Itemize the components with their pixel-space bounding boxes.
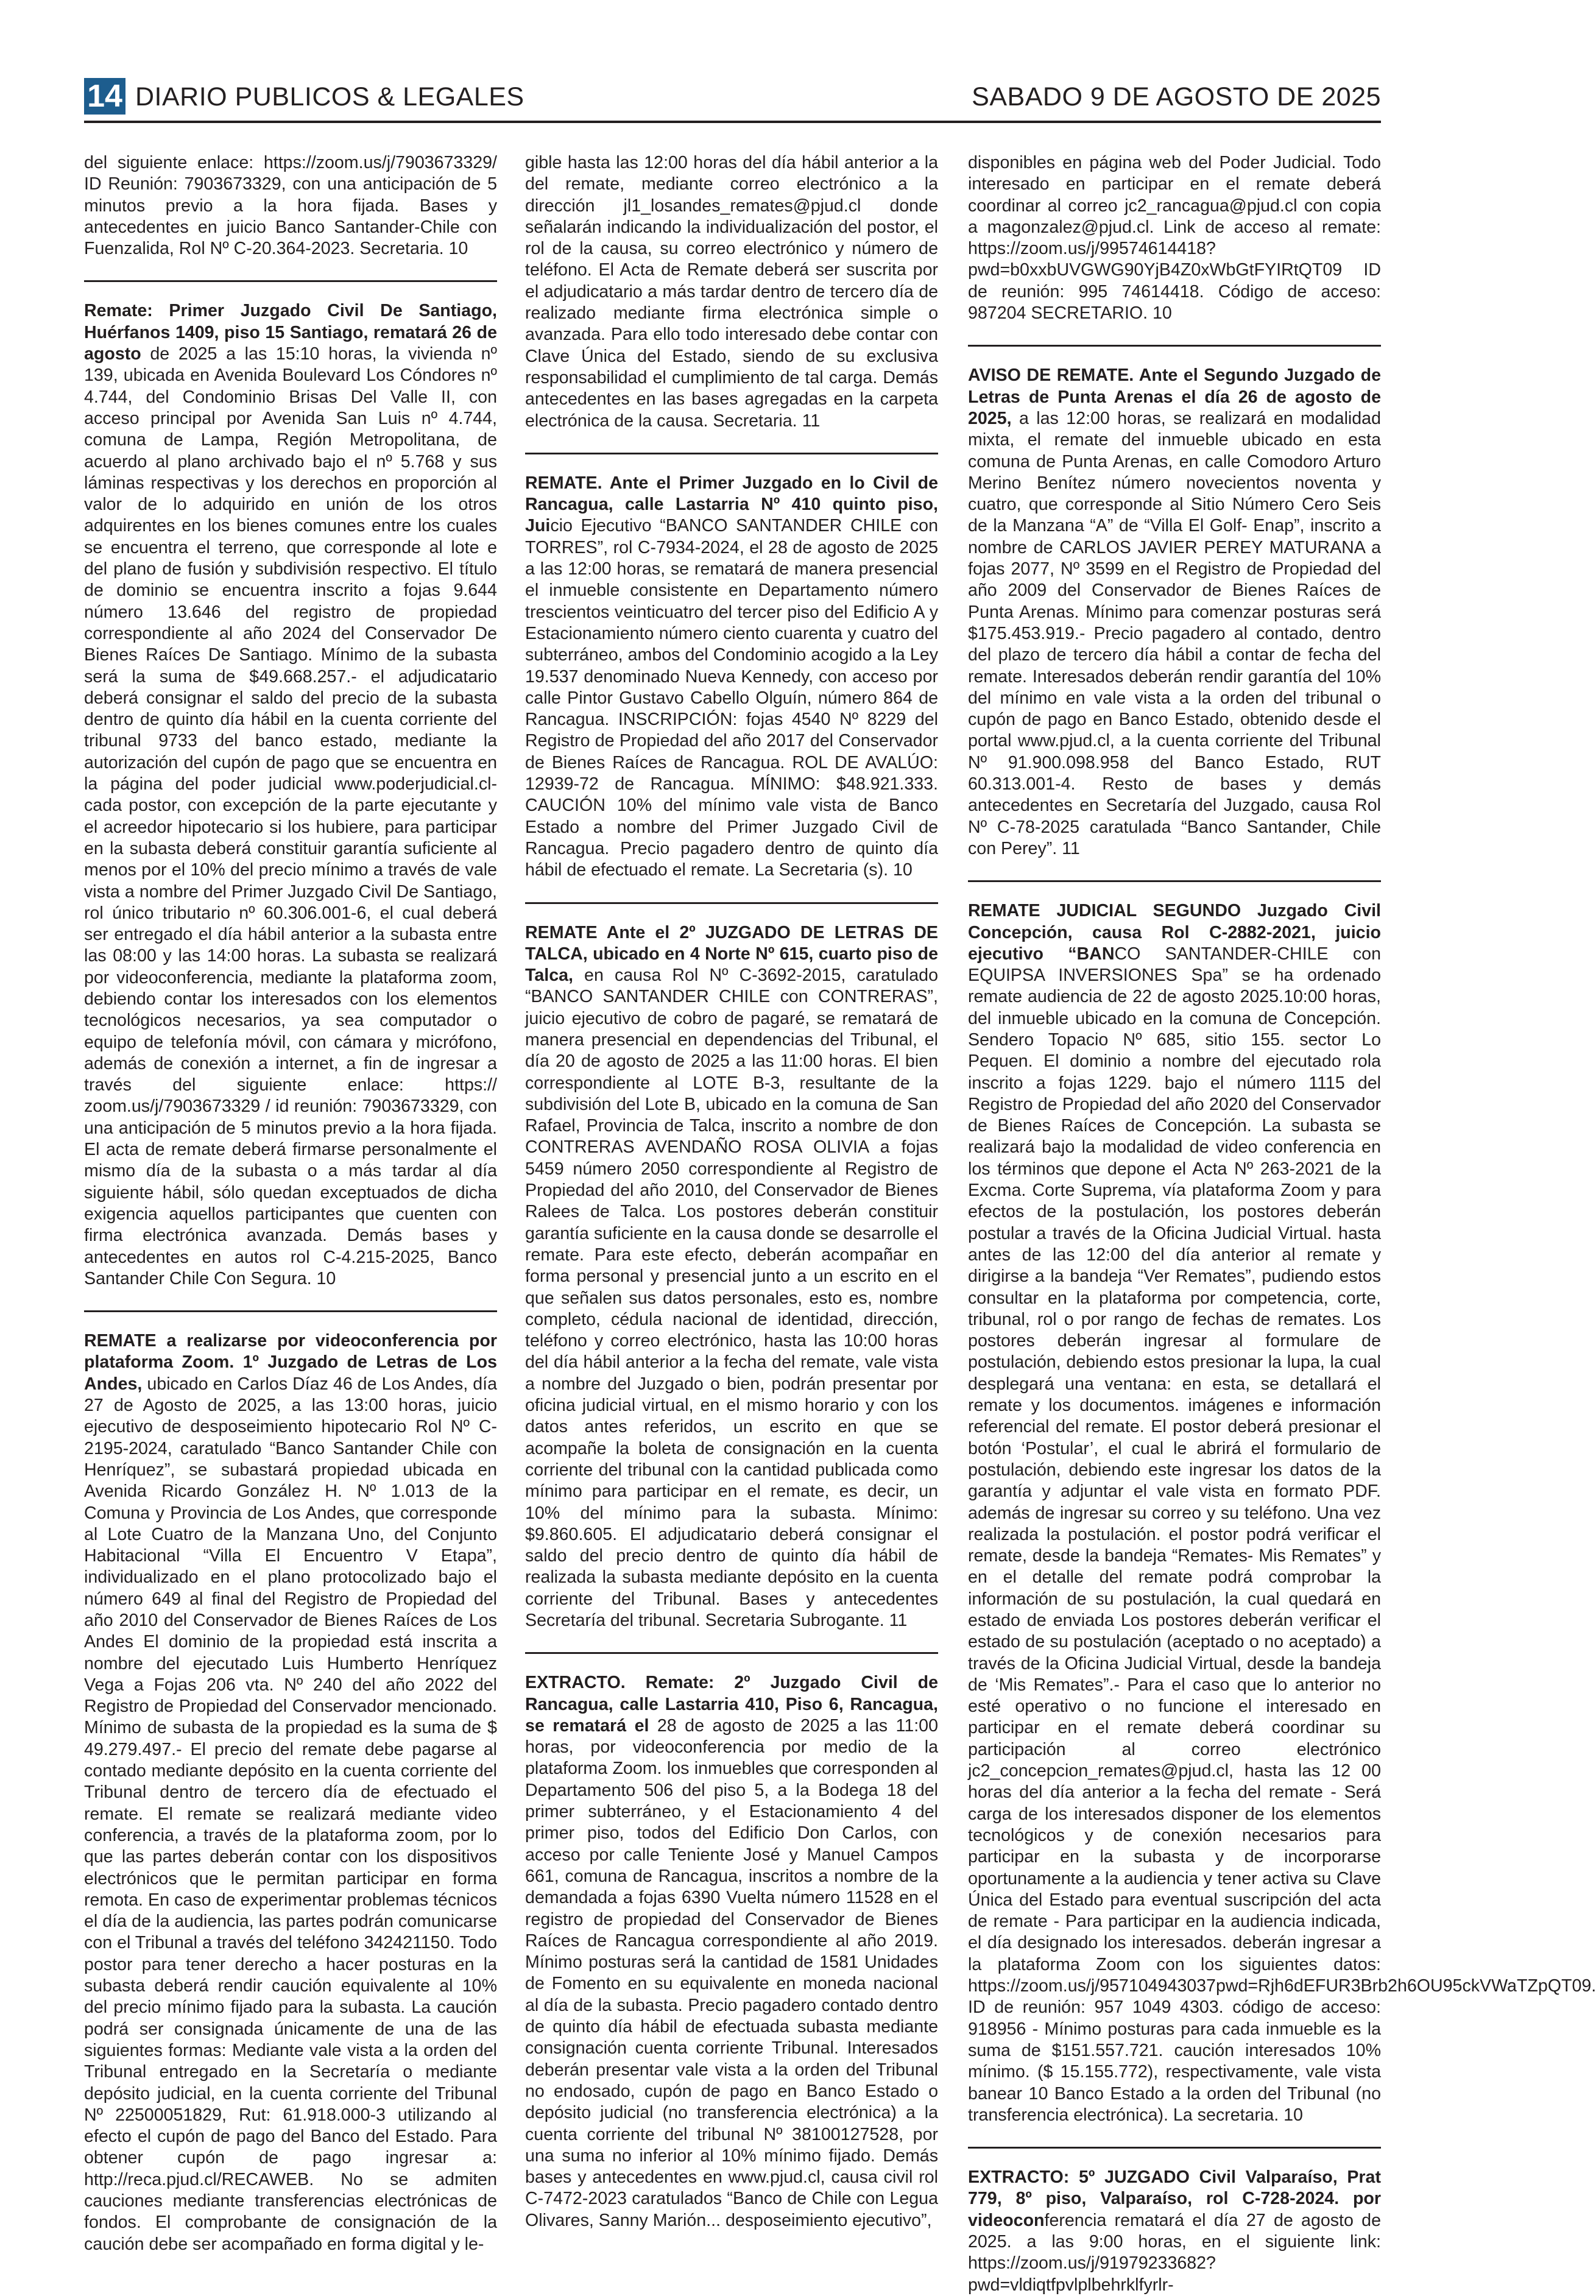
notice-body: gible hasta las 12:00 horas del día hábil anterior a la del remate, mediante correo electrónico a la dirección jl1_losandes_remates@pjud.cl donde señalarán indicando la individualización del postor, el rol de la causa, su correo electrónico y número de teléfono. El Acta de Remate deberá ser suscrita por el adjudicatario a más tardar dentro de tercero día de realizado mediante firma electrónica simple o avanzada. Para ello todo interesado debe contar con Clave Única del Estado, siendo de su exclusiva responsabilidad el cumplimiento de tal carga. Demás antecedentes en las bases agregadas en la carpeta electrónica de la causa. Secretaria. 11 <box>525 153 938 431</box>
notice <box>84 152 497 260</box>
notice <box>968 345 1381 860</box>
notice-heading: EXTRACTO: 5º JUZGADO Civil Valparaíso, Prat 779, 8º piso, Valparaíso, rol C-728-2024. por videocon <box>968 2167 1381 2230</box>
notice-body: a las 12:00 horas, se realizará en modalidad mixta, el remate del inmueble ubicado en esta comuna de Punta Arenas, en calle Comodoro Arturo Merino Benítez número novecientos noventa y cuatro, que corresponde al Sitio Número Cero Seis de la Manzana “A” de “Villa El Golf- Enap”, inscrito a nombre de CARLOS JAVIER PEREY MATURANA a fojas 2077, Nº 3599 en el Registro de Propiedad del año 2009 del Conservador de Bienes Raíces de Punta Arenas. Mínimo para comenzar posturas será $175.453.919.- Precio pagadero al contado, dentro del plazo de tercero día hábil a contar de fecha del remate. Interesados deberán rendir garantía del 10% del mínimo en vale vista a la orden del tribunal o cupón de pago en Banco Estado, obtenido desde el portal www.pjud.cl, a la cuenta corriente del Tribunal Nº 91.900.098.958 del Banco Estado, RUT 60.313.001-4. Resto de bases y demás antecedentes en Secretaría del Juzgado, causa Rol Nº C-78-2025 caratulada “Banco Santander, Chile con Perey”. 11 <box>968 408 1381 858</box>
notice-body: en causa Rol Nº C-3692-2015, caratulado “BANCO SANTANDER CHILE con CONTRERAS”, juicio ejecutivo de cobro de pagaré, se rematará de manera presencial en dependencias del Tribunal, el día 20 de agosto de 2025 a las 11:00 horas. El bien correspondiente al LOTE B-3, resultante de la subdivisión del Lote B, ubicado en la comuna de San Rafael, Provincia de Talca, inscrito a nombre de don CONTRERAS AVENDAÑO ROSA OLIVIA a fojas 5459 número 2050 correspondiente al Registro de Propiedad del año 2010, del Conservador de Bienes Ralees de Talca. Los postores deberán constituir garantía suficiente en la causa donde se desarrolle el remate. Para este efecto, deberán acompañar en forma personal y presencial junto a un escrito en el que señalen sus datos personales, esto es, nombre completo, cédula nacional de identidad, dirección, teléfono y correo electrónico, hasta las 10:00 horas del día hábil anterior a la fecha del remate, vale vista a nombre del Juzgado o bien, podrán presentar por oficina judicial virtual, en el mismo horario y con los datos antes referidos, un escrito en que se acompañe la boleta de consignación en la cuenta corriente del tribunal con la cantidad publicada como mínimo para participar en el remate, es decir, un 10% del mínimo para la subasta. Mínimo: $9.860.605. El adjudicatario deberá consignar el saldo del precio dentro de quinto día hábil de realizada la subasta mediante depósito en la cuenta corriente del Tribunal. Bases y antecedentes Secretaría del tribunal. Secretaria Subrogante. 11 <box>525 966 938 1630</box>
notice <box>968 152 1381 324</box>
issue-date: SABADO 9 DE AGOSTO DE 2025 <box>972 82 1381 111</box>
notice-body: de 2025 a las 15:10 horas, la vivienda nº 139, ubicada en Avenida Boulevard Los Cóndores nº 4.744, del Condominio Brisas Del Valle II, con acceso principal por Avenida San Luis nº 4.744, comuna de Lampa, Región Metropolitana, de acuerdo al plano archivado bajo el nº 5.768 y sus láminas respectivas y los derechos en proporción al valor de lo adquirido en unión de los otros adquirentes en los bienes comunes entre los cuales se encuentra el terreno, que corresponde al lote e del plano de fusión y subdivisión respectivo. El título de dominio se encuentra inscrito a fojas 9.644 número 13.646 del registro de propiedad correspondiente al año 2024 del Conservador De Bienes Raíces De Santiago. Mínimo de la subasta será la suma de $49.668.257.- el adjudicatario deberá consignar el saldo del precio de la subasta dentro de quinto día hábil en la cuenta corriente del tribunal 9733 del banco estado, mediante la autorización del cupón de pago que se encuentra en la página del poder judicial www.poderjudicial.cl- cada postor, con excepción de la parte ejecutante y el acreedor hipotecario si los hubiere, para participar en la subasta deberá constituir garantía suficiente al menos por el 10% del precio mínimo a través de vale vista a nombre del Primer Juzgado Civil De Santiago, rol único tributario nº 60.306.001-6, el cual deberá ser entregado el día hábil anterior a la subasta entre las 08:00 y las 14:00 horas. La subasta se realizará por videoconferencia, mediante la plataforma zoom, debiendo contar los interesados con los elementos tecnológicos necesarios, ya sea computador o equipo de telefonía móvil, con cámara y micrófono, además de conexión a internet, a fin de ingresar a través del siguiente enlace: https:// zoom.us/j/7903673329 / id reunión: 7903673329, con una anticipación de 5 minutos previo a la hora fijada. El acta de remate deberá firmarse personalmente el mismo día de la subasta o a más tardar al día siguiente hábil, sólo quedan exceptuados de dicha exigencia aquellos participantes que cuenten con firma electrónica avanzada. Demás bases y antecedentes en autos rol C-4.215-2025, Banco Santander Chile Con Segura. 10 <box>84 344 497 1288</box>
notice <box>525 453 938 881</box>
notice-body: CO SANTANDER-CHILE con EQUIPSA INVERSIONES Spa” se ha ordenado remate audiencia de 22 de agosto 2025.10:00 horas, del inmueble ubicado en la comuna de Concepción. Sendero Topacio Nº 685, sitio 155. sector Lo Pequen. El dominio a nombre del ejecutado rola inscrito a fojas 1229. bajo el número 1115 del Registro de Propiedad del año 2020 del Conservador de Bienes Raíces de Concepción. La subasta se realizará bajo la modalidad de video conferencia en los términos que depone el Acta Nº 263-2021 de la Excma. Corte Suprema, vía plataforma Zoom y para efectos de la postulación, los postores deberán postular a través de la Oficina Judicial Virtual. hasta antes de las 12:00 del día anterior al remate y dirigirse a la bandeja “Ver Remates”, pudiendo estos consultar en la plataforma por competencia, corte, tribunal, rol o por rango de fechas de remates. Los postores deberán ingresar al formulare de postulación, debiendo estos presionar la lupa, la cual desplegará una ventana: en esta, se detallará el remate y los documentos. imágenes e información referencial del remate. El postor deberá presionar el botón ‘Postular’, el cual le abrirá el formulario de postulación, debiendo este ingresar los datos de la garantía y adjuntar el vale vista en formato PDF. además de ingresar su correo y su teléfono. Una vez realizada la postulación. el postor podrá verificar el remate, desde la bandeja “Remates- Mis Remates” y en el detalle del remate podrá comprobar la información de su postulación, la cual quedará en estado de enviada Los postores deberán verificar el estado de su postulación (aceptado o no aceptado) a través de la Oficina Judicial Virtual, desde la bandeja de ‘Mis Remates”.- Para el caso que lo anterior no esté operativo o no funcione el interesado en participar en el remate deberá coordinar su participación al correo electrónico jc2_concepcion_remates@pjud.cl, hasta las 12 00 horas del día anterior a la fecha del remate - Será carga de los interesados disponer de los elementos tecnológicos y de conexión necesarios para participar en la subasta y de incorporarse oportunamente a la audiencia y tener activa su Clave Única del Estado para eventual suscripción del acta de remate - Para participar en la audiencia indicada, el día designado los interesados. deberán ingresar a la plataforma Zoom con los siguientes datos: https://zoom.us/j/957104943037pwd=Rjh6dEFUR3Brb2h6OU95ckVWaTZpQT09. ID de reunión: 957 1049 4303. código de acceso: 918956 - Mínimo posturas para cada inmueble es la suma de $151.557.721. caución interesados 10% mínimo. ($ 15.155.772), respectivamente, vale vista banear 10 Banco Estado a la orden del Tribunal (no transferencia electrónica). La secretaria. 10 <box>968 944 1596 2125</box>
notice <box>968 2147 1381 2296</box>
notice-heading: REMATE Ante el 2º JUZGADO DE LETRAS DE TALCA, ubicado en 4 Norte Nº 615, cuarto piso de Talca, <box>525 922 938 986</box>
notice <box>525 1652 938 2231</box>
header-rule <box>84 121 1381 123</box>
notice-body: 28 de agosto de 2025 a las 11:00 horas, por videoconferencia por medio de la plataforma Zoom. los inmuebles que corresponden al Departamento 506 del piso 5, a la Bodega 18 del primer subterráneo, y el Estacionamiento 4 del primer piso, todos del Edificio Don Carlos, con acceso por calle Teniente José y Manuel Campos 661, comuna de Rancagua, inscritos a nombre de la demandada a fojas 6390 Vuelta número 11528 en el registro de propiedad del Conservador de Bienes Raíces de Rancagua correspondiente al año 2019. Mínimo posturas será la cantidad de 1581 Unidades de Fomento en su equivalente en moneda nacional al día de la subasta. Precio pagadero contado dentro de quinto día hábil de efectuada subasta mediante consignación cuenta corriente Tribunal. Interesados deberán presentar vale vista a la orden del Tribunal no endosado, cupón de pago en Banco Estado o depósito judicial (no transferencia electrónica) a la cuenta corriente del tribunal Nº 38100127528, por una suma no inferior al 10% mínimo fijado. Demás bases y antecedentes en www.pjud.cl, causa civil rol C-7472-2023 caratulados “Banco de Chile con Legua Olivares, Sanny Marión... desposeimiento ejecutivo”, <box>525 1715 938 2230</box>
notice <box>84 1310 497 2255</box>
notice-heading: REMATE a realizarse por videoconferencia por plataforma Zoom. 1º Juzgado de Letras de Los Andes, <box>84 1331 497 1394</box>
notice-body: cio Ejecutivo “BANCO SANTANDER CHILE con TORRES”, rol C-7934-2024, el 28 de agosto de 2025 a las 12:00 horas, se rematará de manera presencial el inmueble consistente en Departamento número trescientos veinticuatro del tercer piso del Edificio A y Estacionamiento número ciento cuarenta y cuatro del subterráneo, ambos del Condominio acogido a la Ley 19.537 denominado Nueva Kennedy, con acceso por calle Pintor Gustavo Cabello Olguín, número 864 de Rancagua. INSCRIPCIÓN: fojas 4540 Nº 8229 del Registro de Propiedad del año 2017 del Conservador de Bienes Raíces de Rancagua. ROL DE AVALÚO: 12939-72 de Rancagua. MÍNIMO: $48.921.333. CAUCIÓN 10% del mínimo vale vista de Banco Estado a nombre del Primer Juzgado Civil de Rancagua. Precio pagadero dentro de quinto día hábil de efectuado el remate. La Secretaria (s). 10 <box>525 516 938 880</box>
page-number: 14 <box>84 78 125 115</box>
notice-heading: REMATE JUDICIAL SEGUNDO Juzgado Civil Concepción, causa Rol C-2882-2021, juicio ejecutivo “BAN <box>968 901 1381 964</box>
notice <box>968 880 1596 2126</box>
notice-body: ferencia rematará el día 27 de agosto de 2025. a las 9:00 horas, en el siguiente link: https://zoom.us/j/91979233682?pwd=vldiqtfpvlplbehrklfyrlr- <box>968 2210 1381 2295</box>
notice <box>84 280 497 1290</box>
notice-heading: REMATE. Ante el Primer Juzgado en lo Civil de Rancagua, calle Lastarria Nº 410 quinto piso, Jui <box>525 473 938 536</box>
notice-heading: Remate: Primer Juzgado Civil De Santiago, Huérfanos 1409, piso 15 Santiago, rematará 26 de agosto <box>84 301 497 364</box>
notice-body: del siguiente enlace: https://zoom.us/j/7903673329/ ID Reunión: 7903673329, con una anticipación de 5 minutos previo a la hora fijada. Bases y antecedentes en juicio Banco Santander-Chile con Fuenzalida, Rol Nº C-20.364-2023. Secretaria. 10 <box>84 153 497 259</box>
notice <box>525 152 938 432</box>
notice-heading: EXTRACTO. Remate: 2º Juzgado Civil de Rancagua, calle Lastarria 410, Piso 6, Rancagua, se rematará el <box>525 1673 938 1736</box>
notice-body: ubicado en Carlos Díaz 46 de Los Andes, día 27 de Agosto de 2025, a las 13:00 horas, juicio ejecutivo de desposeimiento hipotecario Rol Nº C-2195-2024, caratulado “Banco Santander Chile con Henríquez”, se subastará propiedad ubicada en Avenida Ricardo González H. Nº 1.013 de la Comuna y Provincia de Los Andes, que corresponde al Lote Cuatro de la Manzana Uno, del Conjunto Habitacional “Villa El Encuentro V Etapa”, individualizado en el plano protocolizado bajo el número 649 al final del Registro de Propiedad del año 2010 del Conservador de Bienes Raíces de Los Andes El dominio de la propiedad está inscrita a nombre del ejecutado Luis Humberto Henríquez Vega a Fojas 206 vta. Nº 240 del año 2022 del Registro de Propiedad del Conservador mencionado. Mínimo de subasta de la propiedad es la suma de $ 49.279.497.- El precio del remate debe pagarse al contado mediante depósito en la cuenta corriente del Tribunal dentro de tercero día de efectuado el remate. El remate se realizará mediante video conferencia, a través de la plataforma zoom, por lo que las partes deberán contar con los dispositivos electrónicos que le permitan participar en forma remota. En caso de experimentar problemas técnicos el día de la audiencia, las partes podrán comunicarse con el Tribunal a través del teléfono 342421150. Todo postor para tener derecho a hacer posturas en la subasta deberá rendir caución equivalente al 10% del precio mínimo fijado para la subasta. La caución podrá ser consignada únicamente de una de las siguientes formas: Mediante vale vista a la orden del Tribunal entregado en la Secretaría o mediante depósito judicial, en la cuenta corriente del Tribunal Nº 22500051829, Rut: 61.918.000-3 utilizando al efecto el cupón de pago del Banco del Estado. Para obtener cupón de pago ingresar a: http://reca.pjud.cl/RECAWEB. No se admiten cauciones mediante transferencias electrónicas de fondos. El comprobante de consignación de la caución debe ser acompañado en forma digital y le- <box>84 1374 497 2254</box>
notice-body: disponibles en página web del Poder Judicial. Todo interesado en participar en el remate deberá coordinar al correo jc2_rancagua@pjud.cl con copia a magonzalez@pjud.cl. Link de acceso al remate: https://zoom.us/j/99574614418?pwd=b0xxbUVGWG90YjB4Z0xWbGtFYIRtQT09 ID de reunión: 995 74614418. Código de acceso: 987204 SECRETARIO. 10 <box>968 153 1381 323</box>
publication-title: DIARIO PUBLICOS & LEGALES <box>135 82 524 111</box>
notice-heading: AVISO DE REMATE. Ante el Segundo Juzgado de Letras de Punta Arenas el día 26 de agosto de 2025, <box>968 366 1381 428</box>
column-3 <box>968 152 1596 2295</box>
masthead <box>84 78 1381 115</box>
column-2 <box>525 152 938 2230</box>
notice <box>525 902 938 1632</box>
column-1 <box>84 152 497 2254</box>
